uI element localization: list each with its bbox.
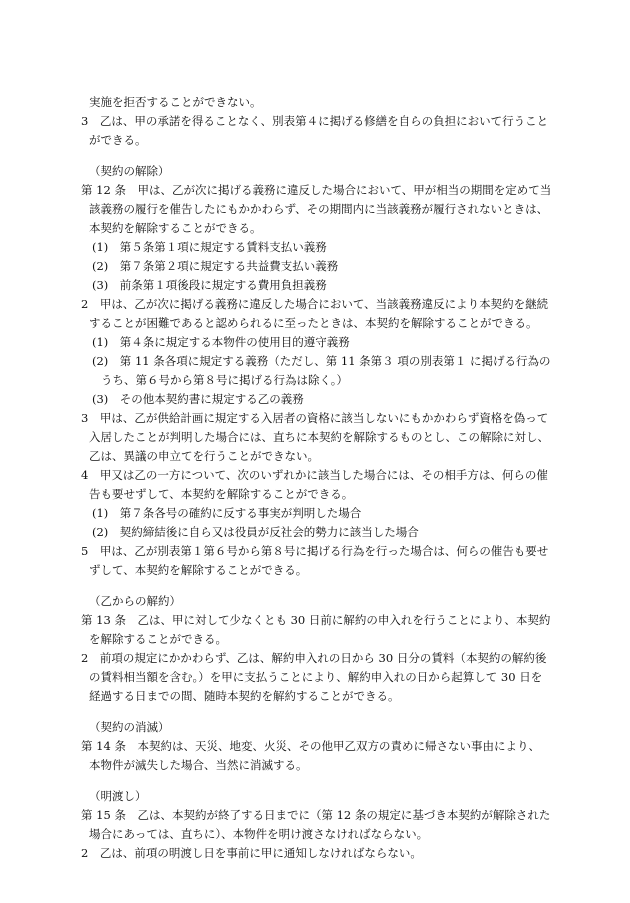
text-line: うち、第６号から第８号に掲げる行為は除く。） xyxy=(101,373,349,387)
text-line: ができる。 xyxy=(89,133,147,147)
text-line: (3) その他本契約書に規定する乙の義務 xyxy=(92,392,304,406)
text-line: 3 乙は、甲の承諾を得ることなく、別表第４に掲げる修繕を自らの負担において行うこと xyxy=(81,114,549,128)
text-line: 乙は、異議の申立てを行うことができない。 xyxy=(89,449,319,463)
text-line: (2) 契約締結後に自ら又は役員が反社会的勢力に該当した場合 xyxy=(92,525,419,539)
text-line: 本物件が滅失した場合、当然に消滅する。 xyxy=(89,758,308,772)
text-line: 3 甲は、乙が供給計画に規定する入居者の資格に該当しないにもかかわらず資格を偽って xyxy=(81,411,549,425)
text-line: (2) 第 11 条各項に規定する義務（ただし、第 11 条第３ 項の別表第１ に掲げる行為の xyxy=(92,354,551,368)
text-line: 該義務の履行を催告したにもかかわらず、その期間内に当該義務が履行されないときは、 xyxy=(89,202,549,216)
text-line: 実施を拒否することができない。 xyxy=(89,95,262,109)
text-line: 5 甲は、乙が別表第１第６号から第８号に掲げる行為を行った場合は、何らの催告も要せ xyxy=(81,544,549,558)
text-line: 4 甲又は乙の一方について、次のいずれかに該当した場合には、その相手方は、何らの催 xyxy=(81,468,548,482)
section-heading: （乙からの解約） xyxy=(89,594,181,608)
text-line: することが困難であると認められるに至ったときは、本契約を解除することができる。 xyxy=(89,316,538,330)
text-line: 2 乙は、前項の明渡し日を事前に甲に通知しなければならない。 xyxy=(81,846,422,860)
text-line: 2 甲は、乙が次に掲げる義務に違反した場合において、当該義務違反により本契約を継続 xyxy=(81,297,549,311)
section-heading: （明渡し） xyxy=(89,789,147,803)
text-line: 第 13 条 乙は、甲に対して少なくとも 30 日前に解約の申入れを行うことにより、本契約 xyxy=(81,613,551,627)
text-line: (3) 前条第１項後段に規定する費用負担義務 xyxy=(92,278,327,292)
text-line: を解除することができる。 xyxy=(89,632,227,646)
text-line: 第 14 条 本契約は、天災、地変、火災、その他甲乙双方の責めに帰さない事由により、 xyxy=(81,739,540,753)
text-line: 告も要せずして、本契約を解除することができる。 xyxy=(89,487,354,501)
text-line: 2 前項の規定にかかわらず、乙は、解約申入れの日から 30 日分の賃料（本契約の解約後 xyxy=(81,651,547,665)
text-line: 第 12 条 甲は、乙が次に掲げる義務に違反した場合において、甲が相当の期間を定めて当 xyxy=(81,183,552,197)
text-line: 第 15 条 乙は、本契約が終了する日までに（第 12 条の規定に基づき本契約が解除された xyxy=(81,808,551,822)
text-line: 本契約を解除することができる。 xyxy=(89,221,262,235)
section-heading: （契約の消滅） xyxy=(89,720,170,734)
text-line: (1) 第７条各号の確約に反する事実が判明した場合 xyxy=(92,506,362,520)
text-line: の賃料相当額を含む。）を甲に支払うことにより、解約申入れの日から起算して 30 日を xyxy=(89,670,543,684)
text-line: (1) 第５条第１項に規定する賃料支払い義務 xyxy=(92,240,327,254)
text-line: (2) 第７条第２項に規定する共益費支払い義務 xyxy=(92,259,339,273)
text-line: (1) 第４条に規定する本物件の使用目的遵守義務 xyxy=(92,335,350,349)
text-line: 経過する日までの間、随時本契約を解約することができる。 xyxy=(89,689,400,703)
section-heading: （契約の解除） xyxy=(89,164,170,178)
text-line: ずして、本契約を解除することができる。 xyxy=(89,563,308,577)
text-line: 入居したことが判明した場合には、直ちに本契約を解除するものとし、この解除に対し、 xyxy=(89,430,549,444)
text-line: 場合にあっては、直ちに）、本物件を明け渡さなければならない。 xyxy=(89,827,429,841)
